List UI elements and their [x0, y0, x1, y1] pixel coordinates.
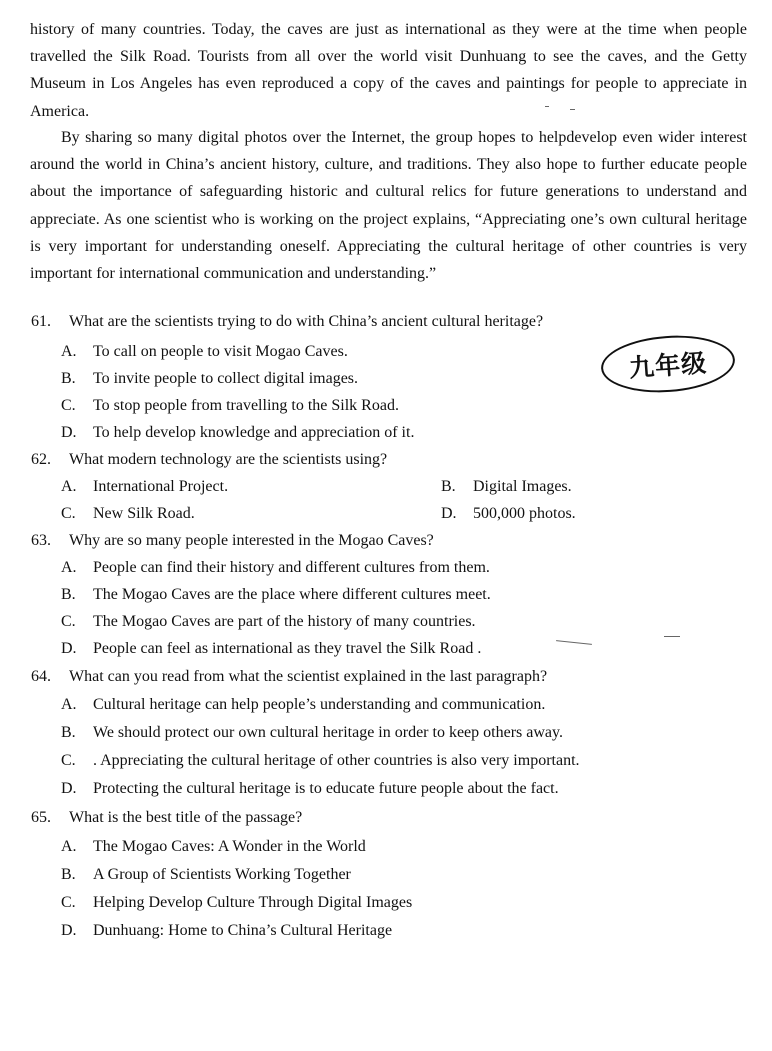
- option-61-c: [61, 395, 399, 417]
- option-text: To help develop knowledge and appreciation of it.: [93, 424, 415, 441]
- option-64-d: [61, 778, 559, 800]
- question-number: 61.: [31, 313, 51, 330]
- option-text: Digital Images.: [473, 478, 572, 495]
- question-number: 65.: [31, 809, 51, 826]
- option-letter: C.: [61, 752, 76, 769]
- option-61-d: [61, 422, 414, 444]
- option-text: Cultural heritage can help people’s understanding and communication.: [93, 696, 546, 713]
- option-letter: D.: [61, 640, 77, 657]
- option-text: The Mogao Caves: A Wonder in the World: [93, 838, 366, 855]
- question-64: [31, 666, 547, 688]
- option-64-c: [61, 750, 580, 772]
- option-text: The Mogao Caves are the place where different cultures meet.: [93, 586, 491, 603]
- option-text: People can find their history and different cultures from them.: [93, 559, 490, 576]
- option-letter: B.: [441, 478, 456, 495]
- option-text: Protecting the cultural heritage is to educate future people about the fact.: [93, 780, 559, 797]
- option-62-d: [441, 503, 576, 525]
- question-65: [31, 807, 302, 829]
- option-letter: A.: [61, 343, 77, 360]
- option-65-a: [61, 836, 366, 858]
- option-text: Helping Develop Culture Through Digital Images: [93, 894, 413, 911]
- option-letter: C.: [61, 505, 76, 522]
- option-letter: A.: [61, 559, 77, 576]
- pencil-mark: [664, 636, 680, 637]
- option-letter: B.: [61, 866, 76, 883]
- option-letter: A.: [61, 696, 77, 713]
- pencil-mark: [556, 640, 592, 645]
- option-text: New Silk Road.: [93, 505, 195, 522]
- option-letter: D.: [61, 780, 77, 797]
- option-65-d: [61, 920, 392, 942]
- question-text: What can you read from what the scientist explained in the last paragraph?: [69, 668, 548, 685]
- option-text: People can feel as international as they travel the Silk Road .: [93, 640, 482, 657]
- option-letter: B.: [61, 586, 76, 603]
- pencil-mark: [570, 109, 575, 110]
- grade-stamp: 九年级: [599, 331, 737, 396]
- passage-paragraph-1: history of many countries. Today, the caves are just as international as they were at the time when people travelled the Silk Road. Tourists from all over the world visit Dunhuang to see the caves, and the Getty Museum in Los Angeles has even reproduced a copy of the caves and paintings for people to appreciate in America.: [30, 21, 747, 120]
- question-62: [31, 449, 387, 471]
- option-letter: C.: [61, 397, 76, 414]
- option-text: International Project.: [93, 478, 229, 495]
- option-64-b: [61, 722, 563, 744]
- option-61-a: [61, 341, 348, 363]
- option-65-b: [61, 864, 351, 886]
- option-62-a: [61, 476, 228, 498]
- question-number: 63.: [31, 532, 51, 549]
- question-text: What are the scientists trying to do with China’s ancient cultural heritage?: [69, 313, 544, 330]
- option-64-a: [61, 694, 545, 716]
- option-text: A Group of Scientists Working Together: [93, 866, 351, 883]
- option-63-c: [61, 611, 476, 633]
- option-letter: D.: [441, 505, 457, 522]
- question-number: 64.: [31, 668, 51, 685]
- option-letter: C.: [61, 613, 76, 630]
- option-text: We should protect our own cultural heritage in order to keep others away.: [93, 724, 563, 741]
- question-text: What is the best title of the passage?: [69, 809, 303, 826]
- question-text: What modern technology are the scientists using?: [69, 451, 388, 468]
- option-text: To stop people from travelling to the Silk Road.: [93, 397, 399, 414]
- pencil-mark: [545, 106, 549, 107]
- option-letter: A.: [61, 838, 77, 855]
- option-letter: C.: [61, 894, 76, 911]
- option-62-c: [61, 503, 195, 525]
- option-text: The Mogao Caves are part of the history of many countries.: [93, 613, 476, 630]
- question-63: [31, 530, 434, 552]
- option-letter: D.: [61, 922, 77, 939]
- option-letter: B.: [61, 370, 76, 387]
- option-text: Dunhuang: Home to China’s Cultural Heritage: [93, 922, 393, 939]
- option-61-b: [61, 368, 358, 390]
- option-letter: A.: [61, 478, 77, 495]
- option-text: . Appreciating the cultural heritage of other countries is also very important.: [93, 752, 580, 769]
- passage-paragraph-2: By sharing so many digital photos over the Internet, the group hopes to helpdevelop even wider interest around the world in China’s ancient history, culture, and traditions. They also hope to further educate people about the importance of safeguarding historic and cultural relics for future generations to understand and appreciate. As one scientist who is working on the project explains, “Appreciating one’s own cultural heritage is very important for understanding oneself. Appreciating the cultural heritage of other countries is very important for international communication and understanding.”: [30, 129, 747, 283]
- option-63-a: [61, 557, 490, 579]
- question-61: [31, 311, 543, 333]
- option-65-c: [61, 892, 412, 914]
- option-letter: D.: [61, 424, 77, 441]
- option-text: To call on people to visit Mogao Caves.: [93, 343, 348, 360]
- option-62-b: [441, 476, 572, 498]
- question-number: 62.: [31, 451, 51, 468]
- option-63-d: [61, 638, 481, 660]
- option-text: 500,000 photos.: [473, 505, 576, 522]
- option-letter: B.: [61, 724, 76, 741]
- question-text: Why are so many people interested in the Mogao Caves?: [69, 532, 434, 549]
- option-63-b: [61, 584, 491, 606]
- option-text: To invite people to collect digital images.: [93, 370, 359, 387]
